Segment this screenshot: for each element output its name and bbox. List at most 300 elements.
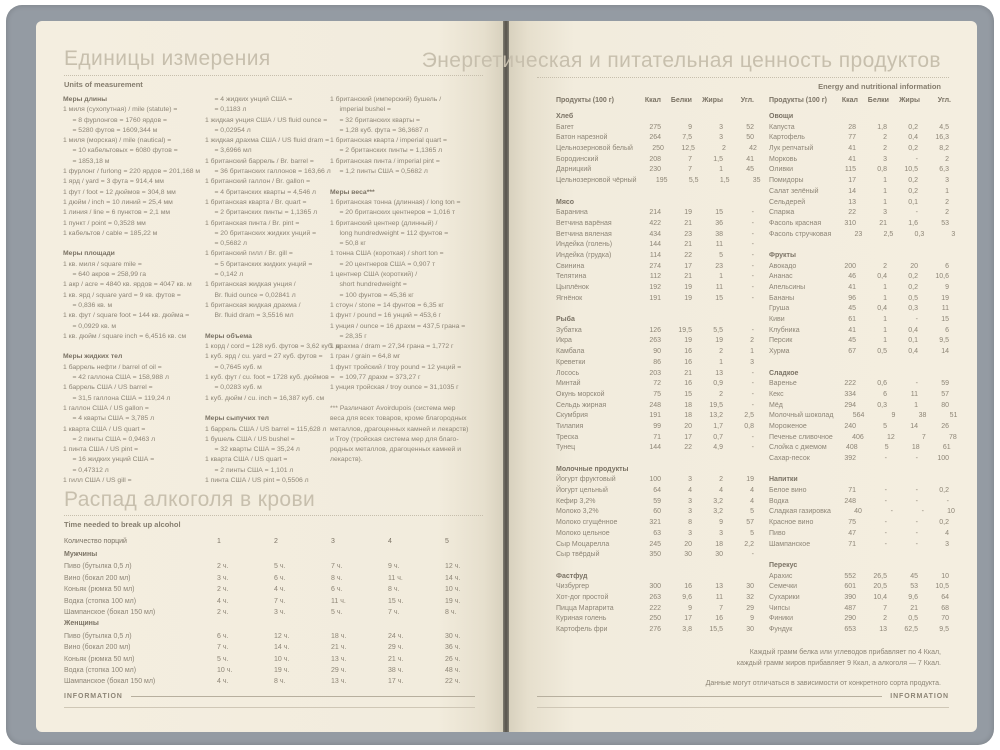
food-row [556,326,754,337]
food-row [556,379,754,390]
left-page-footer [64,693,475,700]
food-value: 406 [852,433,864,441]
food-product-label: Салат зелёный [769,187,819,195]
food-value: 1 [719,358,723,366]
alcohol-hours-value: 18 ч. [331,632,347,640]
food-group-name: Рыба [556,316,575,324]
food-row [769,219,949,230]
food-row [556,390,754,401]
food-row [769,507,955,518]
food-value: 21 [910,604,918,612]
unit-line: 1 тонна США (короткая) / short ton = [330,250,444,258]
food-header-row [769,93,949,108]
unit-line: веса для всех товаров, кроме благородных [330,415,467,423]
food-value: 9,6 [908,593,918,601]
unit-line: = 0,47312 л [63,466,109,474]
unit-section-header: Меры жидких тел [63,353,123,361]
food-row [556,475,754,486]
food-value: 19 [715,337,723,345]
right-footer-rule [537,696,882,697]
food-value: 5,5 [688,177,699,185]
food-row [556,433,754,444]
food-value: 47 [848,529,856,537]
unit-line: 1 центнер США (короткий) / [330,271,418,279]
food-value: 19,5 [709,401,723,409]
unit-line: металлов, драгоценных камней и лекарств) [330,425,469,433]
food-value: 15 [715,294,723,302]
food-value: 10 [941,572,949,580]
food-group-header [769,112,949,123]
alcohol-hours-value: 4 ч. [217,597,229,605]
unit-gap [63,342,203,352]
unit-line: 1 куб. дюйм / cu. inch = 16,387 куб. см [205,394,325,402]
unit-line: 1 баррель США / US barrel = [63,384,153,392]
alcohol-hours-value: 10 ч. [445,586,461,594]
food-product-label: Лук репчатый [769,145,814,153]
food-value: 264 [649,134,661,142]
food-value: 3 [883,209,887,217]
food-value: 18 [911,444,920,452]
food-row [769,262,949,273]
unit-section-header: Меры сыпучих тел [205,415,269,423]
food-value: 3 [750,358,754,366]
food-value: 9 [750,615,754,623]
food-col-products: Продукты (100 г) [556,97,614,104]
alcohol-hours-value: 2 ч. [217,608,229,616]
unit-line: = 1,2 пинты США = 0,5682 л [330,168,428,176]
food-value: 13 [848,198,856,206]
food-value: 1 [945,187,949,195]
food-product-label: Минтай [556,380,581,388]
food-value: 0,2 [908,145,918,153]
unit-line: = 42 галлона США = 158,988 л [63,374,169,382]
unit-line: = 32 кварты США = 35,24 л [205,446,300,454]
food-value: 1 [883,177,887,185]
note-line-1: Каждый грамм белка или углеводов прибавляет по 4 Ккал, [749,649,941,656]
food-gap [556,454,754,465]
unit-line: 1 британская тонна (длинная) / long ton = [330,198,461,206]
alcohol-title-rule [64,515,483,516]
food-col-header: Угл. [740,97,754,104]
unit-line: 1 британская кварта / Br. quart = [205,198,307,206]
food-group-header [556,315,754,326]
left-footer-rule2 [64,707,475,708]
alcohol-hours-value: 24 ч. [388,632,404,640]
food-row [556,369,754,380]
unit-line: 1 дюйм / inch = 10 линий = 25,4 мм [63,198,173,206]
unit-line: 1 бушель США / US bushel = [205,435,295,443]
alcohol-row [64,631,503,642]
food-value: 4 [688,487,692,495]
unit-line: 1 баррель США / US barrel = 115,628 л [205,425,327,433]
food-value: 11 [715,284,723,291]
alcohol-drink-label: Пиво (бутылка 0,5 л) [64,563,132,571]
food-row [556,208,754,219]
food-value: 112 [649,273,661,281]
alcohol-hours-value: 21 ч. [388,655,404,663]
food-value: - [946,497,949,505]
food-value: 1,5 [719,177,730,185]
food-value: 16 [684,380,692,388]
food-group-name: Перекус [769,561,798,569]
food-value: 263 [649,337,661,345]
food-value: - [884,540,887,548]
unit-line: 1 гран / grain = 64,8 мг [330,353,401,361]
food-value: 23 [854,230,863,238]
unit-line: 1 унция / ounce = 16 драхм = 437,5 грана = [330,322,466,330]
food-value: 21 [684,369,692,377]
food-gap [556,561,754,572]
alcohol-hours-value: 5 ч. [331,608,343,616]
food-value: 2 [883,145,887,153]
food-row [556,443,754,454]
food-value: 19 [684,337,692,345]
unit-line: = 0,0929 кв. м [63,322,117,330]
food-row [556,144,757,155]
food-value: 115 [844,166,856,174]
food-value: 0,4 [908,348,918,356]
food-value: - [751,262,754,270]
food-row [556,593,754,604]
alcohol-hours-value: 21 ч. [331,644,347,652]
food-value: - [915,209,918,217]
unit-line: = 0,836 кв. м [63,301,113,309]
unit-line: Br. fluid dram = 3,5516 мл [205,312,294,320]
food-value: 77 [848,134,856,142]
unit-line: 1 кварта США / US quart = [63,425,146,433]
food-product-label: Йогурт фруктовый [556,476,616,484]
food-value: 250 [652,145,664,153]
food-product-label: Тунец [556,444,576,452]
food-product-label: Хурма [769,348,790,356]
unit-line: 1 ярд / yard = 3 фута = 914,4 мм [63,178,164,186]
food-group-header [556,198,754,209]
food-value: 16,3 [935,134,949,142]
alcohol-drink-label: Шампанское (бокал 150 мл) [64,678,156,686]
food-value: 15 [941,316,949,324]
alcohol-hours-value: 4 ч. [217,678,229,686]
food-row [769,604,949,615]
food-value: 67 [848,348,856,356]
food-value: - [751,284,754,291]
unit-line: 1 миля (сухопутная) / mile (statute) = [63,106,178,114]
food-value: 17 [684,262,692,270]
food-value: 61 [942,444,951,452]
food-value: 3 [945,540,949,548]
food-row [769,144,949,155]
food-value: 222 [844,380,856,388]
food-row [769,379,949,390]
food-value: 334 [844,390,856,398]
food-value: 3 [688,508,692,516]
food-value: 19 [684,284,692,291]
units-col-2 [330,95,476,466]
food-product-label: Белое вино [769,487,807,495]
food-value: 9,5 [939,626,949,633]
food-row [769,518,949,529]
food-value: 7 [688,166,692,174]
unit-line: 1 куб. фут / cu. foot = 1728 куб. дюймов = [205,374,335,382]
food-value: 203 [649,369,661,377]
food-product-label: Груша [769,305,790,313]
unit-line: 1 фут / foot = 12 дюймов = 304,8 мм [63,188,176,196]
food-value: 0,2 [908,273,918,281]
unit-line: = 4 кварты США = 3,785 л [63,415,155,423]
food-product-label: Водка [769,497,789,505]
food-value: 14 [848,187,856,195]
food-value: 310 [844,219,856,227]
food-col-header: Жиры [899,97,920,104]
food-value: 14 [910,422,918,430]
alcohol-hours-value: 6 ч. [217,632,229,640]
food-value: 10,6 [935,273,949,281]
alcohol-hours-value: 3 ч. [217,574,229,582]
food-value: 15 [684,390,692,398]
food-value: - [751,209,754,217]
food-group-header [769,251,949,262]
food-value: 422 [649,219,661,227]
alcohol-hours-value: 29 ч. [331,666,347,674]
food-group-name: Молочные продукты [556,465,629,473]
food-row [769,283,949,294]
units-col-1 [205,95,341,486]
food-value: 0,4 [908,326,918,334]
food-product-label: Ананас [769,273,793,281]
food-product-label: Фасоль красная [769,219,822,227]
food-group-header [556,112,754,123]
units-title-rule [64,75,483,76]
food-value: 3 [719,134,723,142]
alcohol-row [64,654,503,665]
food-group-header [556,572,754,583]
alcohol-hours-value: 14 ч. [445,574,461,582]
food-col-header: Ккал [841,97,858,104]
food-value: 2 [883,615,887,623]
food-value: - [751,251,754,259]
food-value: 3 [719,529,723,537]
unit-line: 1 баррель нефти / barrel of oil = [63,363,162,371]
unit-line: 1 британская кварта / imperial quart = [330,137,448,145]
food-value: 0,6 [877,380,887,388]
food-row [769,326,949,337]
alcohol-hours-value: 13 ч. [331,678,347,686]
food-row [556,358,754,369]
unit-line: 1 стоун / stone = 14 фунтов = 6,35 кг [330,301,444,309]
alcohol-table [64,535,503,688]
food-value: 3 [951,230,956,238]
food-row [769,347,949,358]
food-value: 3 [945,177,949,185]
unit-line: 1 миля (морская) / mile (nautical) = [63,137,172,145]
food-value: 601 [844,583,856,591]
alcohol-hours-value: 36 ч. [445,644,461,652]
unit-line: = 5 британских жидких унций = [205,260,313,268]
food-row [556,272,754,283]
food-value: 0,1 [908,337,918,345]
food-value: 126 [649,326,661,334]
food-row [556,347,754,358]
alcohol-hours-value: 22 ч. [445,678,461,686]
food-product-label: Окунь морской [556,390,605,398]
food-value: 22 [684,251,692,259]
nutrition-tables [556,93,958,636]
unit-line: 1 акр / acre = 4840 кв. ярдов = 4047 кв. м [63,281,192,289]
food-value: - [751,326,754,334]
food-value: - [915,487,918,495]
food-value: 1 [719,166,723,174]
unit-line: 1 пинта США / US pint = 0,5506 л [205,476,309,484]
food-value: 20 [910,262,918,270]
unit-gap [63,239,203,249]
food-value: - [915,529,918,537]
food-value: 0,4 [877,273,887,281]
food-row [556,625,754,636]
food-product-label: Индейка (голень) [556,241,613,249]
food-group-name: Напитки [769,476,798,484]
unit-line: = 2 британских пинты = 1,1365 л [330,147,443,155]
food-row [556,507,754,518]
food-value: 0,4 [908,134,918,142]
food-value: 7 [688,155,692,163]
unit-line: = 0,7645 куб. м [205,363,262,371]
alcohol-hours-value: 8 ч. [331,574,343,582]
unit-line: = 50,8 кг [330,240,366,248]
food-value: 5 [883,422,887,430]
left-footer-label: INFORMATION [64,693,123,700]
food-value: 28 [848,123,856,131]
food-product-label: Картофель фри [556,626,608,633]
units-col-0 [63,95,203,486]
food-value: 3,2 [713,508,723,516]
alcohol-portion-count: 2 [274,538,278,545]
food-row [769,433,957,444]
food-value: 40 [854,508,862,516]
food-value: 114 [649,251,661,259]
food-value: 10 [947,508,955,516]
food-value: 4,9 [713,444,723,452]
unit-line: 1 кв. дюйм / square inch = 6,4516 кв. см [63,332,187,340]
alcohol-row [64,665,503,676]
food-value: - [884,519,887,527]
food-product-label: Чипсы [769,604,790,612]
food-row [769,272,949,283]
food-product-label: Цельнозерновой белый [556,145,633,153]
food-value: 8,2 [939,145,949,153]
food-value: 487 [844,604,856,612]
food-value: 2 [945,155,949,163]
food-value: 0,2 [939,487,949,495]
unit-line: 1 пункт / point = 0,3528 мм [63,219,146,227]
food-col-products: Продукты (100 г) [769,97,827,104]
food-value: 78 [948,433,957,441]
food-value: 6,3 [939,166,949,174]
food-value: 57 [746,519,754,527]
alcohol-row [64,642,503,653]
unit-line: = 100 фунтов = 45,36 кг [330,291,414,299]
food-row [769,401,949,412]
unit-line: = 32 британских кварты = [330,116,421,124]
food-product-label: Картофель [769,134,805,142]
food-value: - [751,294,754,302]
food-value: 3 [688,497,692,505]
unit-section-header: Меры объема [205,332,252,340]
unit-line: 1 британский гилл / Br. gill = [205,250,293,258]
unit-line: родных металлов, драгоценных камней и [330,446,462,454]
food-value: 0,9 [713,380,723,388]
alcohol-hours-value: 8 ч. [388,586,400,594]
food-product-label: Варенье [769,380,797,388]
food-product-label: Йогурт цельный [556,487,608,495]
food-row [769,540,949,551]
unit-line: = 8 фурлонгов = 1760 ярдов = [63,116,167,124]
food-value: 13 [879,626,887,633]
food-row [556,401,754,412]
food-row [556,133,754,144]
unit-line: = 2 британских пинты = 1,1365 л [205,209,318,217]
food-value: 53 [941,219,949,227]
food-value: 208 [649,155,661,163]
food-value: 564 [852,412,865,420]
food-col-header: Ккал [644,97,661,104]
food-product-label: Капуста [769,123,795,131]
food-value: 2 [719,348,723,356]
alcohol-group-header: Мужчины [64,551,98,558]
unit-line: 1 фунт тройский / troy pound = 12 унций = [330,363,462,371]
unit-line: и Troy (тройская система мер для благо- [330,435,459,443]
food-group-header [769,561,949,572]
food-value: 41 [848,145,856,153]
alcohol-row [64,584,503,595]
alcohol-hours-value: 2 ч. [217,563,229,571]
food-value: 45 [910,572,918,580]
food-row [556,165,754,176]
food-value: 19 [684,209,692,217]
food-value: 52 [746,123,754,131]
food-product-label: Креветки [556,358,586,366]
food-value: 3,2 [713,497,723,505]
food-value: 3 [688,529,692,537]
unit-line: = 0,1183 л [205,106,247,114]
food-value: 16 [715,615,723,623]
food-row [769,497,949,508]
food-value: 6 [945,262,949,270]
nutrition-subtitle: Energy and nutritional information [818,82,941,91]
alcohol-hours-value: 19 ч. [445,597,461,605]
food-value: 17 [684,615,692,623]
food-row [556,251,754,262]
food-value: 100 [649,476,661,484]
food-value: 30 [715,551,723,559]
food-value: 32 [746,593,754,601]
food-product-label: Цыплёнок [556,284,589,291]
food-row [769,572,949,583]
food-value: 46 [848,273,856,281]
food-value: 1,5 [713,155,723,163]
food-value: 20,5 [873,583,887,591]
food-product-label: Камбала [556,348,585,356]
food-row [556,540,754,551]
food-row [769,165,949,176]
food-value: 200 [844,262,856,270]
unit-line: = 20 центнеров США = 0,907 т [330,260,436,268]
alcohol-hours-value: 5 ч. [217,655,229,663]
food-value: 390 [844,593,856,601]
food-value: - [884,497,887,505]
food-value: 63 [653,529,661,537]
food-value: 12,5 [681,145,695,153]
alcohol-title: Распад алкоголя в крови [64,488,316,511]
food-value: 9 [719,519,723,527]
